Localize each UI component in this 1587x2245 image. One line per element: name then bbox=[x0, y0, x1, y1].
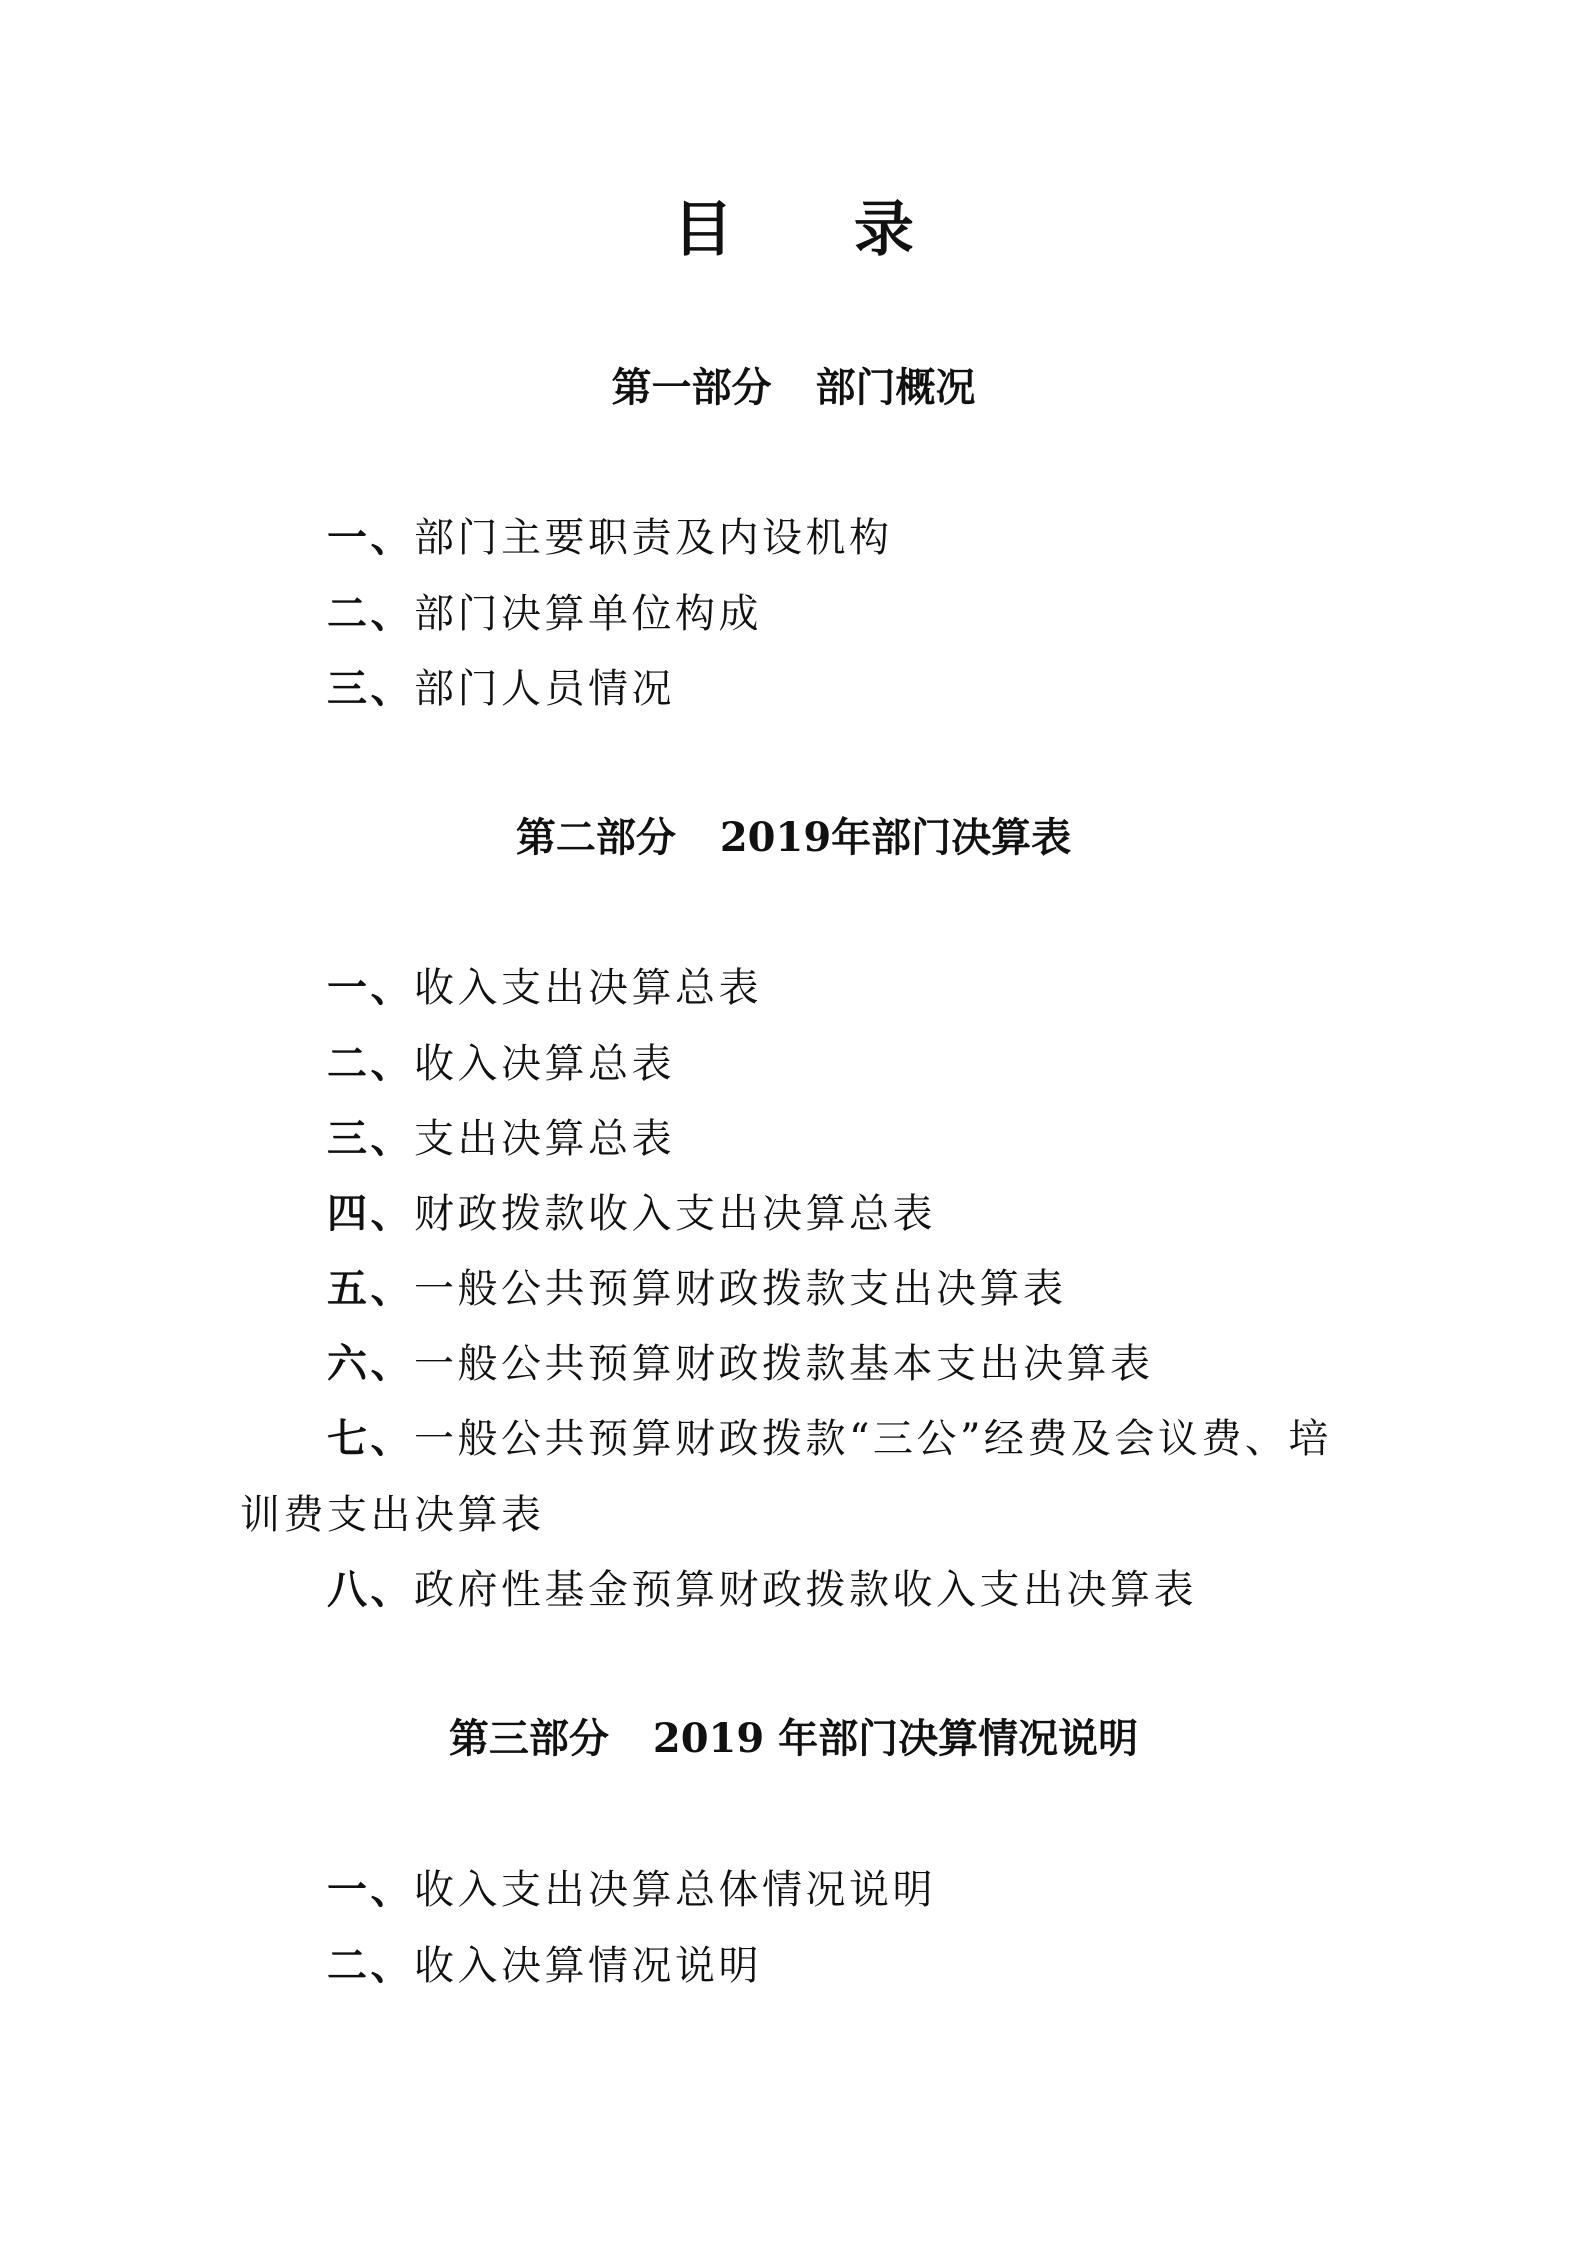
toc-item-number: 五、 bbox=[327, 1265, 414, 1312]
part-heading-text: 部门概况 bbox=[815, 364, 976, 411]
toc-item bbox=[327, 508, 893, 568]
part-heading-3 bbox=[0, 1709, 1587, 1769]
toc-item-number: 一、 bbox=[327, 1866, 414, 1913]
toc-item-number: 二、 bbox=[327, 1942, 414, 1989]
toc-item-number: 七、 bbox=[327, 1415, 414, 1462]
part-heading-text: 2019年部门决算表 bbox=[719, 814, 1072, 861]
part-heading-1 bbox=[0, 358, 1587, 418]
toc-item-text: 一般公共预算财政拨款基本支出决算表 bbox=[414, 1341, 1154, 1387]
toc-item-text: 财政拨款收入支出决算总表 bbox=[414, 1191, 936, 1237]
toc-item-text: 收入支出决算总表 bbox=[414, 965, 762, 1011]
toc-item-number: 三、 bbox=[327, 1115, 414, 1162]
toc-item-number: 二、 bbox=[327, 590, 414, 637]
toc-item-number: 一、 bbox=[327, 964, 414, 1011]
part-heading-label: 第二部分 bbox=[515, 814, 676, 861]
toc-item-number: 八、 bbox=[327, 1566, 414, 1613]
part-heading-label: 第一部分 bbox=[611, 364, 772, 411]
toc-item bbox=[327, 958, 762, 1018]
toc-item-text: 一般公共预算财政拨款“三公”经费及会议费、培 bbox=[414, 1416, 1332, 1462]
toc-item-continuation: 训费支出决算表 bbox=[240, 1492, 545, 1538]
part-heading-text: 2019 年部门决算情况说明 bbox=[652, 1715, 1139, 1762]
toc-item-text: 部门决算单位构成 bbox=[414, 591, 762, 637]
toc-item-number: 四、 bbox=[327, 1190, 414, 1237]
toc-item bbox=[327, 1860, 936, 1920]
toc-item bbox=[327, 1936, 762, 1996]
toc-item-text: 收入决算总表 bbox=[414, 1041, 675, 1087]
toc-item-text: 部门主要职责及内设机构 bbox=[414, 515, 893, 561]
toc-item-text: 部门人员情况 bbox=[414, 666, 675, 712]
part-heading-2 bbox=[0, 808, 1587, 868]
toc-item-text: 收入支出决算总体情况说明 bbox=[414, 1867, 936, 1913]
toc-item bbox=[327, 1334, 1154, 1394]
toc-item bbox=[327, 659, 675, 719]
toc-item bbox=[327, 1109, 675, 1169]
page-title: 目 录 bbox=[673, 195, 964, 265]
toc-item-number: 二、 bbox=[327, 1040, 414, 1087]
toc-item-text: 支出决算总表 bbox=[414, 1116, 675, 1162]
toc-item-number: 一、 bbox=[327, 514, 414, 561]
toc-item-text: 一般公共预算财政拨款支出决算表 bbox=[414, 1266, 1067, 1312]
toc-item bbox=[327, 584, 762, 644]
toc-item-number: 三、 bbox=[327, 665, 414, 712]
toc-item bbox=[327, 1259, 1067, 1319]
toc-item-number: 六、 bbox=[327, 1340, 414, 1387]
toc-item bbox=[327, 1409, 1332, 1469]
toc-item bbox=[327, 1560, 1197, 1620]
toc-item-text: 政府性基金预算财政拨款收入支出决算表 bbox=[414, 1567, 1197, 1613]
part-heading-label: 第三部分 bbox=[448, 1715, 609, 1762]
toc-item-text: 收入决算情况说明 bbox=[414, 1943, 762, 1989]
toc-item bbox=[327, 1184, 936, 1244]
toc-item bbox=[327, 1034, 675, 1094]
